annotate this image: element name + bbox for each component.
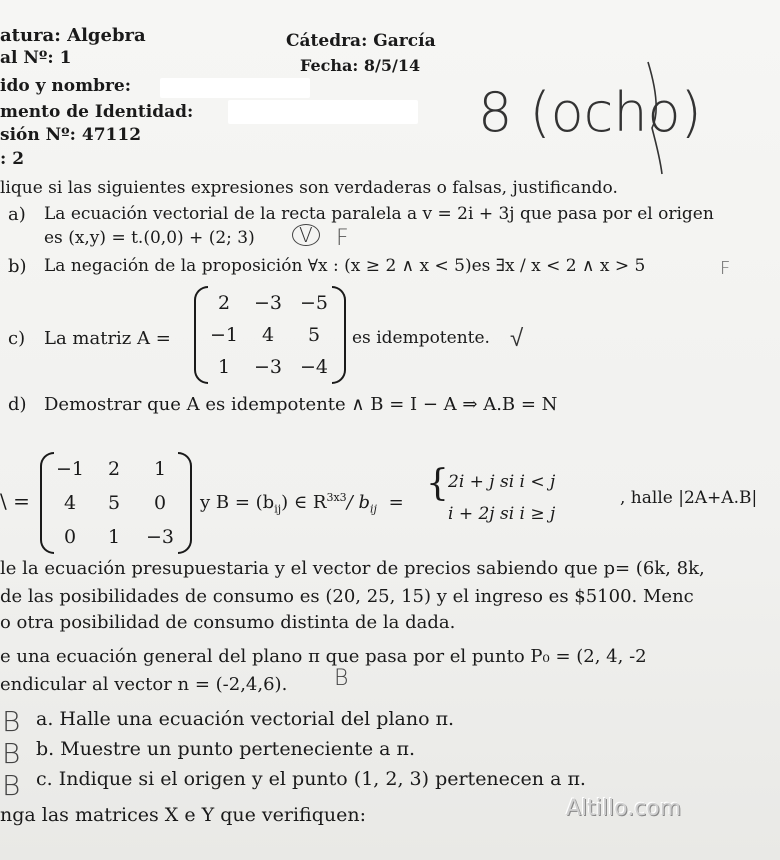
q1c-mark: √ bbox=[510, 324, 524, 352]
q1a-line2: es (x,y) = t.(0,0) + (2; 3) bbox=[44, 228, 255, 248]
commission-label: sión Nº: 47112 bbox=[0, 125, 142, 145]
matrix-c-cell: −3 bbox=[253, 292, 282, 314]
q4a-text: a. Halle una ecuación vectorial del plano π. bbox=[36, 708, 455, 730]
q3-line3: o otra posibilidad de consumo distinta de la dada. bbox=[0, 612, 456, 633]
q2-belongs: ) ∈ R bbox=[281, 492, 327, 513]
matrix-a-cell: 0 bbox=[153, 492, 167, 514]
q1a-line1: La ecuación vectorial de la recta paralela a v = 2i + 3j que pasa por el origen bbox=[44, 204, 714, 224]
name-label: ido y nombre: bbox=[0, 76, 132, 96]
matrix-c-cell: −5 bbox=[299, 292, 328, 314]
date-label: Fecha: 8/5/14 bbox=[300, 56, 421, 75]
matrix-a-cell: 4 bbox=[63, 492, 77, 514]
q2-halle: , halle |2A+A.B| bbox=[620, 488, 758, 508]
q2-sub-ij-2: ij bbox=[370, 502, 377, 516]
q2-sup-3x3: 3x3 bbox=[326, 491, 347, 504]
q2-case1: 2i + j si i < j bbox=[448, 472, 556, 492]
matrix-a bbox=[36, 452, 196, 552]
grade-bracket-stroke bbox=[640, 58, 670, 178]
exam-number-label: al Nº: 1 bbox=[0, 48, 72, 68]
q1b-mark: F bbox=[720, 258, 731, 279]
matrix-c-cell: 5 bbox=[307, 324, 321, 346]
matrix-a-cell: 1 bbox=[153, 458, 167, 480]
matrix-c bbox=[190, 286, 350, 382]
matrix-c-cell: −4 bbox=[299, 356, 328, 378]
matrix-a-cell: 2 bbox=[107, 458, 121, 480]
q2-yb: y B = (b bbox=[200, 492, 275, 513]
q1c-post: es idempotente. bbox=[352, 328, 490, 348]
q1a-circled-mark: V bbox=[292, 224, 320, 246]
topic-label: : 2 bbox=[0, 149, 25, 169]
q4-line2: endicular al vector n = (-2,4,6). bbox=[0, 674, 288, 695]
q4b-mark: B bbox=[2, 737, 21, 770]
q1d-label: d) bbox=[8, 394, 27, 415]
subject-label: atura: Algebra bbox=[0, 25, 146, 46]
q4a-mark: B bbox=[2, 705, 21, 738]
matrix-a-cell: 0 bbox=[63, 526, 77, 548]
q2-slash-b: / b bbox=[346, 492, 370, 513]
q1b-label: b) bbox=[8, 256, 27, 277]
chair-label: Cátedra: García bbox=[286, 31, 436, 51]
q3-line1: le la ecuación presupuestaria y el vector de precios sabiendo que p= (6k, 8k, bbox=[0, 558, 705, 579]
q2-b-definition bbox=[200, 492, 404, 515]
q2-sub-ij: ij bbox=[274, 502, 282, 516]
matrix-c-cell: 1 bbox=[217, 356, 231, 378]
matrix-c-cell: −3 bbox=[253, 356, 282, 378]
matrix-c-cell: 2 bbox=[217, 292, 231, 314]
q4c-text: c. Indique si el origen y el punto (1, 2, 3) pertenecen a π. bbox=[36, 768, 586, 790]
q1-intro: lique si las siguientes expresiones son verdaderas o falsas, justificando. bbox=[0, 178, 618, 198]
matrix-c-cell: −1 bbox=[209, 324, 238, 346]
redacted-name bbox=[160, 78, 310, 98]
q2-eq: = bbox=[388, 492, 404, 513]
matrix-c-cell: 4 bbox=[261, 324, 275, 346]
grade-handwritten: 8 (ocho) bbox=[478, 81, 702, 144]
q1d-text: Demostrar que A es idempotente ∧ B = I − A ⇒ A.B = N bbox=[44, 394, 558, 415]
q1a-mark-f: F bbox=[336, 226, 349, 251]
q4-mark: B bbox=[334, 666, 349, 691]
q2-a-equals: \ = bbox=[0, 489, 30, 513]
q1c-label: c) bbox=[8, 328, 26, 349]
matrix-c-right-paren bbox=[332, 286, 346, 384]
q2-brace: { bbox=[426, 463, 449, 504]
q1c-pre: La matriz A = bbox=[44, 328, 171, 349]
matrix-a-right-paren bbox=[178, 452, 192, 554]
q1b-text: La negación de la proposición ∀x : (x ≥ 2 ∧ x < 5)es ∃x / x < 2 ∧ x > 5 bbox=[44, 256, 646, 276]
q4c-mark: B bbox=[2, 769, 21, 802]
matrix-a-cell: −3 bbox=[145, 526, 174, 548]
watermark: Altillo.com bbox=[566, 796, 682, 821]
redacted-id bbox=[228, 100, 418, 124]
matrix-a-cell: 5 bbox=[107, 492, 121, 514]
q1a-label: a) bbox=[8, 204, 26, 225]
matrix-a-cell: 1 bbox=[107, 526, 121, 548]
q4b-text: b. Muestre un punto perteneciente a π. bbox=[36, 738, 416, 760]
q5-line1: nga las matrices X e Y que verifiquen: bbox=[0, 804, 366, 826]
q2-case2: i + 2j si i ≥ j bbox=[448, 504, 556, 524]
q4-line1: e una ecuación general del plano π que pasa por el punto P₀ = (2, 4, -2 bbox=[0, 646, 647, 667]
q3-line2: de las posibilidades de consumo es (20, 25, 15) y el ingreso es $5100. Menc bbox=[0, 586, 694, 607]
matrix-a-cell: −1 bbox=[55, 458, 84, 480]
id-document-label: mento de Identidad: bbox=[0, 102, 194, 122]
